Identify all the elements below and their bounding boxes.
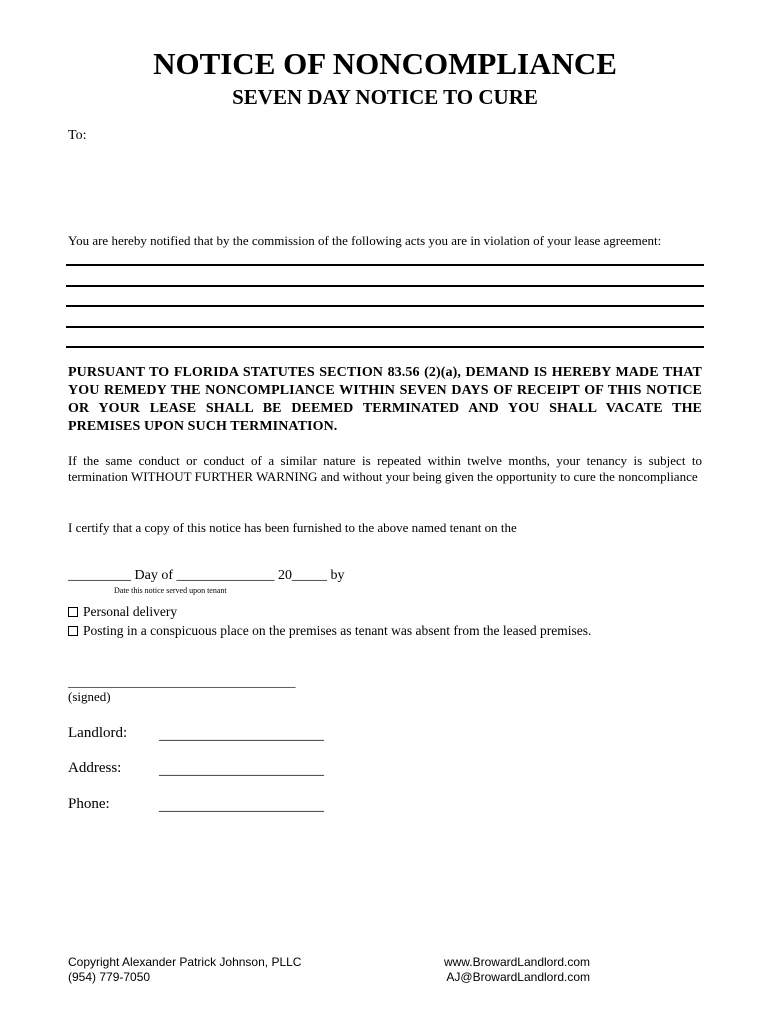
personal-delivery-checkbox[interactable] [68, 607, 78, 617]
footer-phone: (954) 779-7050 [68, 970, 151, 984]
footer-right [410, 955, 590, 985]
personal-delivery-option[interactable] [68, 603, 177, 620]
document-subtitle: SEVEN DAY NOTICE TO CURE [232, 85, 538, 109]
address-label: Address: [68, 760, 122, 776]
signed-label: (signed) [68, 689, 111, 704]
posting-checkbox[interactable] [68, 626, 78, 636]
service-date-caption: Date this notice served upon tenant [114, 586, 227, 595]
footer-website[interactable]: www.BrowardLandlord.com [443, 955, 590, 969]
document-title: NOTICE OF NONCOMPLIANCE [153, 46, 617, 81]
violation-line-5 [66, 346, 704, 348]
certify-statement: I certify that a copy of this notice has been furnished to the above named tenant on the [68, 520, 517, 535]
violation-line-1 [66, 264, 704, 266]
violation-line-2 [66, 285, 704, 287]
landlord-field[interactable]: ______________________ [159, 727, 324, 743]
footer-left [68, 955, 301, 985]
to-label: To: [68, 128, 87, 143]
violation-line-3 [66, 305, 704, 307]
address-field[interactable]: ______________________ [159, 762, 324, 778]
repeat-conduct-paragraph: If the same conduct or conduct of a similar nature is repeated within twelve months, your tenancy is subject to termination WITHOUT FURTHER WARNING and without your being given the opportunity to cure the noncompliance [68, 453, 702, 484]
posting-option[interactable] [68, 622, 591, 639]
phone-field[interactable]: ______________________ [159, 798, 324, 814]
service-date-line: _________ Day of ______________ 20_____ by [68, 568, 345, 583]
posting-label: Posting in a conspicuous place on the premises as tenant was absent from the leased premises. [83, 623, 592, 638]
phone-label: Phone: [68, 796, 110, 812]
violation-intro: You are hereby notified that by the commission of the following acts you are in violation of your lease agreement: [68, 233, 662, 248]
personal-delivery-label: Personal delivery [83, 604, 178, 619]
footer-copyright: Copyright Alexander Patrick Johnson, PLLC [68, 955, 302, 969]
demand-paragraph: PURSUANT TO FLORIDA STATUTES SECTION 83.56 (2)(a), DEMAND IS HEREBY MADE THAT YOU REMEDY THE NONCOMPLIANCE WITHIN SEVEN DAYS OF RECEIPT OF THIS NOTICE OR YOUR LEASE SHALL BE DEEMED TERMINATED AND YOU SHALL VACATE THE PREMISES UPON SUCH TERMINATION. [68, 365, 702, 434]
footer-email[interactable]: AJ@BrowardLandlord.com [446, 970, 590, 984]
violation-line-4 [66, 326, 704, 328]
signature-line[interactable]: ___________________________________ [68, 674, 296, 689]
landlord-label: Landlord: [68, 725, 128, 741]
